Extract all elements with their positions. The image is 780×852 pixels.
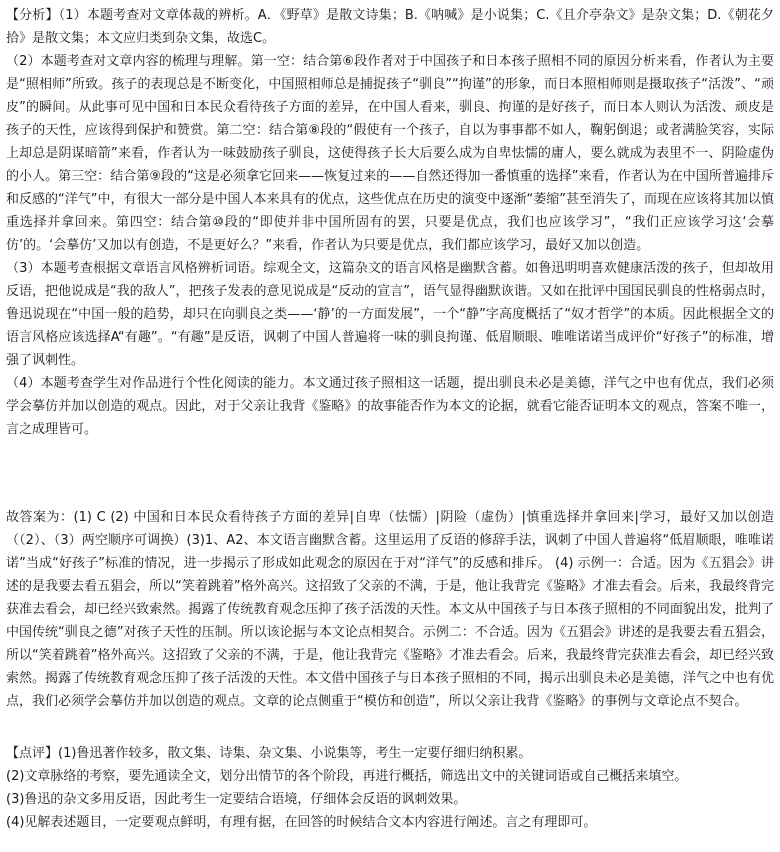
comment-section xyxy=(6,742,774,852)
analysis-paragraph-3: （3）本题考查根据文章语言风格辨析词语。综观全文，这篇杂文的语言风格是幽默含蓄。如鲁迅明明喜欢健康活泼的孩子，但却故用反语，把他说成是“我的敌人”，把孩子发表的意见说成是“反动的宣言”，语气显得幽默诙谐。又如在批评中国国民驯良的性格弱点时，鲁迅说现在“中国一般的趋势，却只在向驯良之类——‘静’的一方面发展”，一个“静”字高度概括了“奴才哲学”的本质。因此根据全文的语言风格应该选择A“有趣”。“有趣”是反语，讽刺了中国人普遍将一味的驯良拘谨、低眉顺眼、唯唯诺诺当成评价“好孩子”的标准，增强了讽刺性。 xyxy=(6,261,774,368)
comment-paragraph-4: (4)见解表述题目，一定要观点鲜明，有理有据，在回答的时候结合文本内容进行阐述。言之有理即可。 xyxy=(6,815,597,830)
analysis-paragraph-1: 【分析】（1）本题考查对文章体裁的辨析。A．《野草》是散文诗集；B.《呐喊》是小说集；C.《且介亭杂文》是杂文集；D.《朝花夕拾》是散文集；本文应归类到杂文集，故选C。 xyxy=(6,8,774,46)
comment-paragraph-3: (3)鲁迅的杂文多用反语，因此考生一定要结合语境，仔细体会反语的讽刺效果。 xyxy=(6,792,467,807)
answer-paragraph: 故答案为：(1) C (2) 中国和日本民众看待孩子方面的差异|自卑（怯懦）|阴险（虚伪）|慎重选择并拿回来|学习，最好又加以创造（（2）、（3）两空顺序可调换）(3)1、A2、本文语言幽默含蓄。这里运用了反语的修辞手法，讽刺了中国人普遍将“低眉顺眼，唯唯诺诺”当成“好孩子”标准的情况，进一步揭示了形成如此观念的原因在于对“洋气”的反感和排斥。 (4) 示例一：合适。因为《五猖会》讲述的是我要去看五猖会，所以“笑着跳着”格外高兴。这招致了父亲的不满，于是，他让我背完《鉴略》才准去看会。后来，我最终背完获准去看会，却已经兴致索然。揭露了传统教育观念压抑了孩子活泼的天性。本文从中国孩子与日本孩子照相的不同面貌出发，批判了中国传统“驯良之德”对孩子天性的压制。所以该论据与本文论点相契合。示例二：不合适。因为《五猖会》讲述的是我要去看五猖会，所以“笑着跳着”格外高兴。这招致了父亲的不满，于是，他让我背完《鉴略》才准去看会。后来，我最终背完获准去看会，却已经兴致索然。揭露了传统教育观念压抑了孩子活泼的天性。本文借中国孩子与日本孩子照相的不同，揭示出驯良未必是美德，洋气之中也有优点，我们必须学会摹仿并加以创造的观点。文章的论点侧重于“模仿和创造”，所以父亲让我背《鉴略》的事例与文章论点不契合。 xyxy=(6,510,774,709)
analysis-section xyxy=(6,4,774,492)
comment-paragraph-1: 【点评】(1)鲁迅著作较多，散文集、诗集、杂文集、小说集等，考生一定要仔细归纳积累。 xyxy=(6,746,532,761)
analysis-paragraph-2: （2）本题考查对文章内容的梳理与理解。第一空：结合第⑥段作者对于中国孩子和日本孩子照相不同的原因分析来看，作者认为主要是“照相师”所致。孩子的表现总是不断变化，中国照相师总是捕捉孩子“驯良”“拘谨”的形象，而日本照相师则是摄取孩子“活泼”、“顽皮”的瞬间。从此事可见中国和日本民众看待孩子方面的差异，在中国人看来，驯良、拘谨的是好孩子，而日本人则认为活泼、顽皮是孩子的天性，应该得到保护和赞赏。第二空：结合第⑧段的“假使有一个孩子，自以为事事都不如人，鞠躬倒退；或者满脸笑容，实际上却总是阴谋暗箭”来看，作者认为一味鼓励孩子驯良，这使得孩子长大后要么成为自卑怯懦的庸人，要么就成为表里不一、阴险虚伪的小人。第三空：结合第⑨段的“这是必须拿它回来——恢复过来的——自然还得加一番慎重的选择”来看，作者认为在中国所普遍排斥和反感的“洋气”中，有很大一部分是中国人本来具有的优点，这些优点在历史的演变中逐渐“萎缩”甚至消失了，而现在应该将其加以慎重选择并拿回来。第四空：结合第⑩段的“即使并非中国所固有的罢，只要是优点，我们也应该学习”，“我们正应该学习这‘会摹仿’的。‘会摹仿’又加以有创造，不是更好么？”来看，作者认为只要是优点，我们都应该学习，最好又加以创造。 xyxy=(6,54,774,253)
analysis-paragraph-4: （4）本题考查学生对作品进行个性化阅读的能力。本文通过孩子照相这一话题，提出驯良未必是美德，洋气之中也有优点，我们必须学会摹仿并加以创造的观点。因此，对于父亲让我背《鉴略》的故事能否作为本文的论据，就看它能否证明本文的观点，答案不唯一，言之成理皆可。 xyxy=(6,376,774,437)
answer-section xyxy=(6,506,774,742)
comment-paragraph-2: (2)文章脉络的考察，要先通读全文，划分出情节的各个阶段，再进行概括，筛选出文中的关键词语或自己概括来填空。 xyxy=(6,769,688,784)
